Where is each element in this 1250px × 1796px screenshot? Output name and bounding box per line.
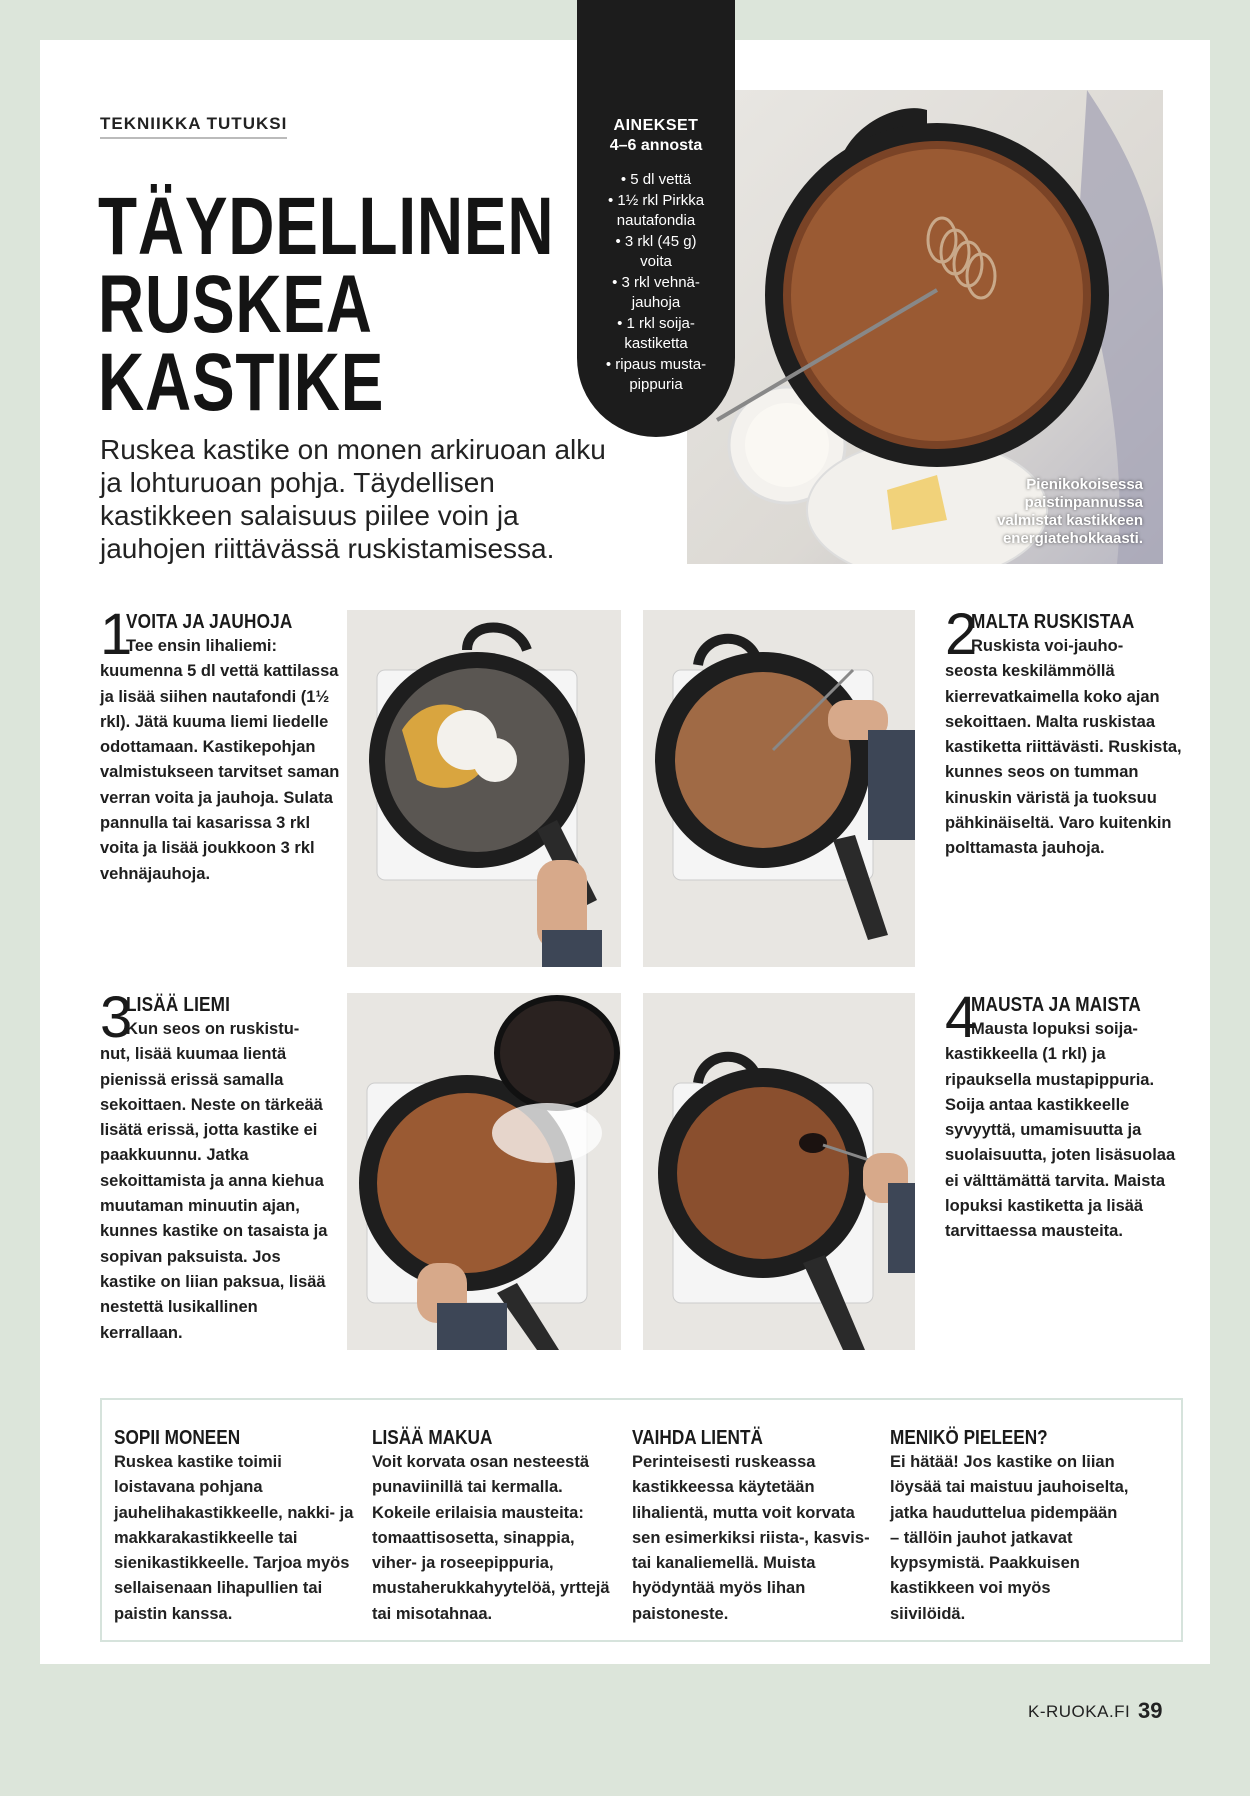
step-text: kastikkeella (1 rkl) ja ripauksella mustapippuria. Soija antaa kastikkeelle syvyyttä, umamisuutta ja suolaisuutta, joten lisäsuolaa ei välttämättä tarvita. Maista lopuksi kastiketta ja lisää tarvittaessa mausteita. <box>945 1045 1176 1241</box>
step-text-first-line: Kun seos on ruskistu- <box>126 1020 300 1038</box>
tip-column <box>632 1426 872 1627</box>
step-text: nut, lisää kuumaa lientä pienissä erissä samalla sekoittaen. Neste on tärkeää lisätä erissä, jotta kastike ei paakkuunnu. Jatka sekoittamista ja anna kiehua muutaman minuutin ajan, kunnes kastike on tasaista ja sopivan paksuista. Jos kastike on liian paksua, lisää nestettä lusikallinen kerrallaan. <box>100 1045 328 1342</box>
ingredients-servings: 4–6 annosta <box>609 137 703 154</box>
step-3-photo <box>347 993 621 1350</box>
page-number: 39 <box>1138 1698 1163 1723</box>
tip-heading: MENIKÖ PIELEEN? <box>890 1427 1048 1449</box>
hero-photo <box>687 90 1163 564</box>
step-4 <box>945 985 1185 1245</box>
step-heading: MAUSTA JA MAISTA <box>971 994 1141 1016</box>
tip-heading: LISÄÄ MAKUA <box>372 1427 493 1449</box>
pan-seasoning-illustration <box>643 993 915 1350</box>
title-line: RUSKEA <box>98 259 373 350</box>
ingredient-item: • 3 rkl (45 g) voita <box>615 232 697 270</box>
tip-text: Perinteisesti ruskeassa kastikkeessa käytetään lihalientä, mutta voit korvata sen esimerkiksi riista-, kasvis- tai kanaliemellä. Muista hyödyntää myös lihan paistoneste. <box>632 1453 870 1623</box>
step-3 <box>100 985 340 1346</box>
step-heading: VOITA JA JAUHOJA <box>126 611 293 633</box>
ingredients-box <box>577 0 735 437</box>
step-4-photo <box>643 993 915 1350</box>
tips-box <box>100 1398 1183 1642</box>
tip-column <box>114 1426 354 1627</box>
page-title <box>98 181 555 428</box>
kicker: TEKNIIKKA TUTUKSI <box>100 114 287 139</box>
step-1-photo <box>347 610 621 967</box>
step-1 <box>100 602 340 887</box>
step-text: seosta keskilämmöllä kierrevatkaimella koko ajan sekoittaen. Malta ruskistaa kastiketta riittävästi. Ruskista, kunnes seos on tumman kinuskin väristä ja tuoksuu pähkinäiseltä. Varo kuitenkin polttamasta jauhoja. <box>945 662 1182 858</box>
ingredient-item: • 5 dl vettä <box>620 171 692 188</box>
step-number: 1 <box>100 602 133 667</box>
title-line: TÄYDELLINEN <box>98 181 555 272</box>
hero-caption: Pienikokoisessa paistinpannussa valmistat kastikkeen energiatehokkaasti. <box>997 476 1143 547</box>
tip-text: Ruskea kastike toimii loistavana pohjana jauhelihakastikkeelle, nakki- ja makkarakastikkeelle tai sienikastikkeelle. Tarjoa myös sellaisenaan lihapullien tai paistin kanssa. <box>114 1453 354 1623</box>
step-heading: LISÄÄ LIEMI <box>126 994 231 1016</box>
tip-heading: SOPII MONEEN <box>114 1427 241 1449</box>
lead-paragraph: Ruskea kastike on monen arkiruoan alku ja lohturuoan pohja. Täydellisen kastikkeen salaisuus piilee voin ja jauhojen riittävässä ruskistamisessa. <box>100 434 606 564</box>
tip-column <box>372 1426 612 1627</box>
tip-text: Voit korvata osan nesteestä punaviinillä tai kermalla. Kokeile erilaisia mausteita: tomaattisosetta, sinappia, viher- ja roseepippuria, mustaherukkahyytelöä, yrttejä tai misotahnaa. <box>372 1453 610 1623</box>
title-line: KASTIKE <box>98 337 385 428</box>
ingredient-item: • 1½ rkl Pirkka nautafondia <box>607 191 705 229</box>
step-number: 3 <box>100 985 133 1050</box>
step-2-photo <box>643 610 915 967</box>
pan-adding-broth-illustration <box>347 993 621 1350</box>
ingredient-item: • 3 rkl vehnä- jauhoja <box>612 273 700 311</box>
tip-column <box>890 1426 1130 1627</box>
step-text-first-line: Mausta lopuksi soija- <box>971 1020 1138 1038</box>
ingredient-item: • ripaus musta- pippuria <box>605 355 707 393</box>
step-text-first-line: Tee ensin lihaliemi: <box>126 637 277 655</box>
step-text: kuumenna 5 dl vettä kattilassa ja lisää siihen nautafondi (1½ rkl). Jätä kuuma liemi liedelle odottamaan. Kastikepohjan valmistukseen tarvitset saman verran voita ja jauhoja. Sulata pannulla tai kasarissa 3 rkl voita ja lisää joukkoon 3 rkl vehnäjauhoja. <box>100 662 340 883</box>
pan-butter-flour-illustration <box>347 610 621 967</box>
step-number: 2 <box>945 602 978 667</box>
step-2 <box>945 602 1185 862</box>
tip-heading: VAIHDA LIENTÄ <box>632 1427 763 1449</box>
step-text-first-line: Ruskista voi-jauho- <box>971 637 1124 655</box>
step-heading: MALTA RUSKISTAA <box>971 611 1135 633</box>
page <box>40 40 1210 1664</box>
ingredients-title: AINEKSET <box>613 117 699 134</box>
pan-roux-illustration <box>643 610 915 967</box>
tip-text: Ei hätää! Jos kastike on liian löysää tai maistuu jauhoiselta, jatka haudutteluа pidempään – tällöin jauhot jatkavat kypsymistä. Paakkuisen kastikkeen voi myös siivilöidä. <box>890 1453 1129 1623</box>
ingredient-item: • 1 rkl soija- kastiketta <box>617 314 695 352</box>
footer-site: K-RUOKA.FI <box>1028 1702 1131 1721</box>
step-number: 4 <box>945 985 978 1050</box>
